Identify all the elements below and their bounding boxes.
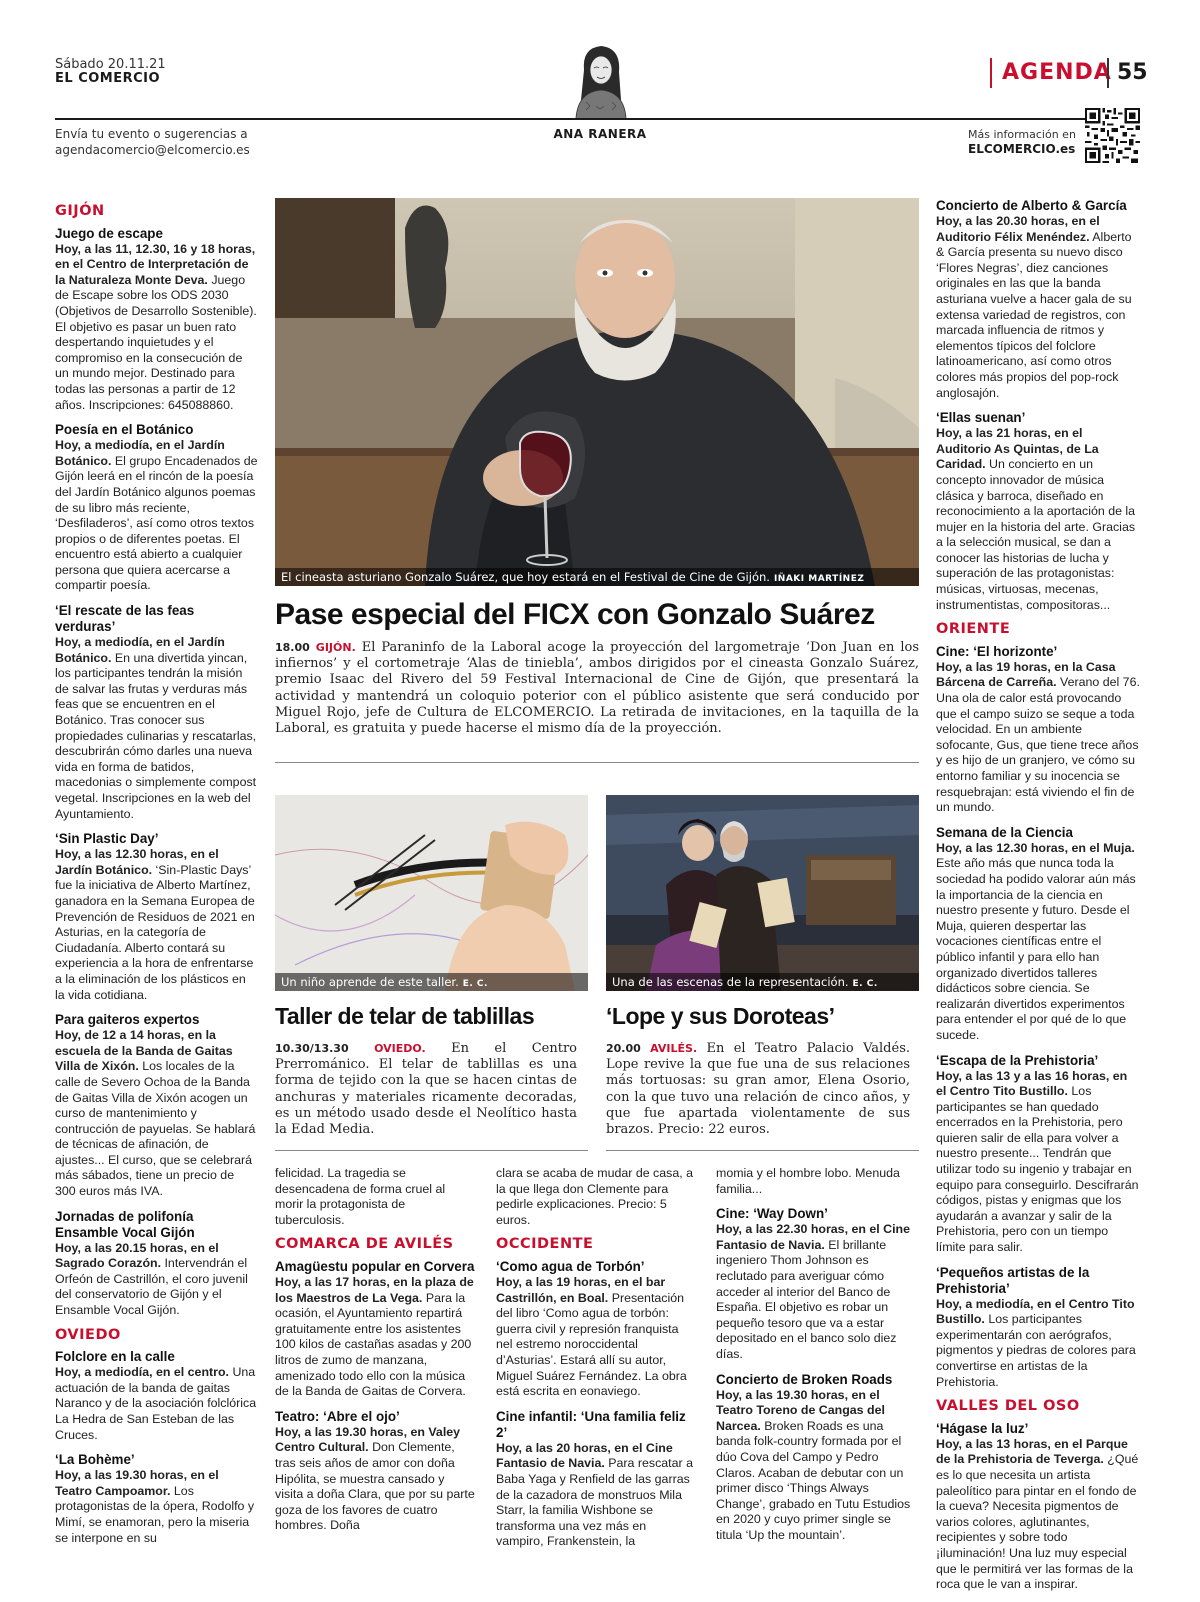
event-title: Amagüestu popular en Corvera (275, 1258, 475, 1274)
feature-text: El Paraninfo de la Laboral acoge la proyección del largometraje ‘Don Juan en los infiernos’ y el cortometraje ‘Alas de tiniebla’, ambos dirigidos por el cineasta Gonzalo Suárez, premio Isaac del Rivero del 59 Festival Internacional de Cine de Gijón, que presentará la actividad y mantendrá un coloquio poterior con el público asistente que será conducido por Miguel Rojo, jefe de Cultura de ELCOMERCIO. La retirada de invitaciones, en la taquilla de la Laboral, es gratuita y puede hacerse el mismo día de la proyección. (275, 640, 919, 737)
photo-credit: IÑAKI MARTÍNEZ (773, 574, 865, 584)
event-title: Teatro: ‘Abre el ojo’ (275, 1408, 400, 1424)
event-el-horizonte (936, 644, 1140, 816)
submission-text: Envía tu evento o sugerencias a (55, 127, 248, 141)
event-when: Hoy, de 12 a 14 horas, en la escuela de la Banda de Gaitas Villa de Xixón. (55, 1028, 233, 1074)
newspaper-name: EL COMERCIO (55, 71, 161, 86)
event-agua-torbon (496, 1259, 696, 1400)
feature-headline: Pase especial del FICX con Gonzalo Suárez (275, 598, 875, 631)
caption-text: El cineasta asturiano Gonzalo Suárez, que hoy estará en el Festival de Cine de Gijón. (281, 570, 770, 584)
event-title: Jornadas de polifonía Ensamble Vocal Gijón (55, 1208, 195, 1240)
event-text: Don Clemente, tras seis años de amor con doña Hipólita, se muestra cansado y visita a doña Clara, que por su parte goza de los favores de cuatro hombres. Doña (275, 1440, 475, 1533)
event-hagase-la-luz (936, 1421, 1140, 1593)
telar-caption (275, 973, 588, 991)
event-when: Hoy, a las 19.30 horas, en Valey Centro Cultural. (275, 1424, 461, 1455)
event-place: GIJÓN. (315, 641, 356, 654)
story-text: En el Teatro Palacio Valdés. Lope revive la que fue una de sus relaciones más tortuosas: su gran amor, Elena Osorio, con la que tuvo una relación de cinco años, y que fue apartada violentamente de sus brazos. Precio: 22 euros. (606, 1041, 911, 1138)
event-text: Juego de Escape sobre los ODS 2030 (Objetivos de Desarrollo Sostenible). El objetivo es pasar un buen rato despertando inquietudes y el compromiso en la consecución de un mundo mejor. Destinado para todas las personas a partir de 12 años. Inscripciones: 645088860. (55, 272, 257, 412)
event-place: OVIEDO. (374, 1042, 426, 1055)
agenda-column-3 (496, 1166, 696, 1559)
event-when: Hoy, a mediodía, en el Centro Tito Bustillo. (936, 1296, 1135, 1327)
section-divider (606, 1150, 919, 1151)
event-text: El grupo Encadenados de Gijón leerá en el rincón de la poesía del Jardín Botánico algunos poemas de su libro más reciente, ‘Desfiladeros’, así como otros textos propios o de diferentes poetas. El encuentro está abierto a cualquier persona que quiera acercarse a compartir poesía. (55, 453, 258, 593)
lope-caption (606, 973, 919, 991)
telar-headline: Taller de telar de tablillas (275, 1003, 535, 1029)
event-text: Una actuación de la banda de gaitas Naranco y de la asociación folclórica La Hedra de San Esteban de las Cruces. (55, 1365, 257, 1442)
event-title: Concierto de Broken Roads (716, 1371, 893, 1387)
event-text: Los participantes experimentarán con aerógrafos, pigmentos y piedras de colores para convertirse en artistas de la Prehistoria. (936, 1312, 1136, 1389)
caption-text: Un niño aprende de este taller. (281, 975, 459, 989)
event-text: ¿Qué es lo que necesita un artista paleolítico para pintar en el fondo de la cueva? Necesita pigmentos de varios colores, aglutinantes, recipientes y sobre todo ¡iluminación! Una luz muy especial que le permitirá ver las formas de la roca que le van a inspirar. (936, 1452, 1139, 1592)
event-text: Los locales de la calle de Severo Ochoa de la Banda de Gaitas Villa de Xixón acogen un curso de mantenimiento y contrucción de payuelas. Se hablará de técnicas de afinación, de ajustes... El curso, que se celebrará más sábados, tiene un precio de 300 euros más IVA. (55, 1059, 256, 1199)
section-divider (275, 1150, 588, 1151)
lope-headline: ‘Lope y sus Doroteas’ (606, 1003, 835, 1029)
header-rule (55, 118, 1140, 120)
event-when: Hoy, a las 20.15 horas, en el Sagrado Corazón. (55, 1240, 219, 1271)
agenda-column-1 (55, 200, 258, 1555)
agenda-column-4 (716, 1166, 919, 1552)
event-when: Hoy, a las 21 horas, en el Auditorio As Quintas, de La Caridad. (936, 426, 1099, 472)
event-folclore (55, 1349, 258, 1443)
event-when: Hoy, a mediodía, en el Jardín Botánico. (55, 438, 225, 468)
more-info-text: Más información en (968, 128, 1076, 141)
event-gaiteros (55, 1012, 258, 1200)
event-abre-el-ojo (275, 1409, 475, 1534)
website-link[interactable]: ELCOMERCIO.es (968, 142, 1076, 156)
event-familia-feliz (496, 1409, 696, 1550)
event-escapa-prehistoria (936, 1053, 1140, 1256)
event-polifonia (55, 1209, 258, 1319)
event-continued: felicidad. La tragedia se desencadena de forma cruel al morir la protagonista de tuberculosis. (275, 1166, 446, 1227)
theatre-image (606, 795, 919, 991)
event-alberto-garcia (936, 198, 1140, 401)
event-place: AVILÉS. (650, 1042, 698, 1055)
telar-body (275, 1041, 577, 1138)
caption-text: Una de las escenas de la representación. (612, 975, 849, 989)
event-title: ‘Pequeños artistas de la Prehistoria’ (936, 1264, 1090, 1296)
event-title: Folclore en la calle (55, 1349, 175, 1365)
event-text: Intervendrán el Orfeón de Castrillón, el coro juvenil del conservatorio de Gijón y el Ensamble Vocal Gijón. (55, 1256, 248, 1318)
event-la-boheme (55, 1452, 258, 1546)
event-way-down (716, 1206, 919, 1362)
event-when: Hoy, a las 20 horas, en el Cine Fantasio de Navia. (496, 1440, 673, 1471)
photo-credit: E. C. (462, 979, 488, 989)
event-text: ‘Sin-Plastic Days’ fue la iniciativa de Alberto Martínez, ganadora en la Semana Europea de Prevención de Residuos de 2021 en Asturias, en la categoría de Ciudadanía. Alberto contará su experiencia a la hora de enfrentarse a la eliminación de los plásticos en la vida cotidiana. (55, 862, 255, 1002)
page-number: 55 (1107, 58, 1148, 88)
event-when: Hoy, a las 13 horas, en el Parque de la Prehistoria de Teverga. (936, 1436, 1128, 1467)
event-title: ‘Hágase la luz’ (936, 1420, 1029, 1436)
event-time: 18.00 (275, 641, 310, 654)
event-when: Hoy, a las 13 y a las 16 horas, en el Centro Tito Bustillo. (936, 1068, 1128, 1099)
event-title: ‘El rescate de las feas verduras’ (55, 603, 195, 635)
event-rescate-verduras (55, 603, 258, 822)
event-when: Hoy, a las 11, 12.30, 16 y 18 horas, en el Centro de Interpretación de la Naturaleza Monte Deva. (55, 241, 256, 287)
event-title: Cine: ‘El horizonte’ (936, 643, 1058, 659)
event-pequenos-artistas (936, 1265, 1140, 1391)
lope-photo (606, 795, 919, 991)
agenda-column-2 (275, 1166, 475, 1543)
author-portrait (566, 40, 636, 118)
event-ellas-suenan (936, 410, 1140, 613)
event-text: Alberto & García presenta su nuevo disco ‘Flores Negras’, diez canciones originales en las que la banda asturiana vuelve a hacer gala de su extensa variedad de registros, con marcada influencia de ritmos y elementos típicos del folclore latinoamericano, así como otros colores más propios del pop-rock anglosajón. (936, 229, 1132, 400)
event-title: Cine infantil: ‘Una familia feliz 2’ (496, 1408, 686, 1440)
event-text: Los protagonistas de la ópera, Rodolfo y Mimí, se enamoran, pero la miseria se interpone en su (55, 1483, 255, 1545)
event-when: Hoy, a las 12.30 horas, en el Jardín Botánico. (55, 847, 219, 877)
event-text: Broken Roads es una banda folk-country formada por el dúo Cova del Campo y Pedro Claros. Acaban de debutar con un primer disco ‘Things Always Change’, grabado en Tutu Estudios en 2020 y cuyo primer single se titula ‘Up the mountain’. (716, 1418, 911, 1542)
telar-photo (275, 795, 588, 991)
section-oriente: ORIENTE (936, 621, 1011, 638)
event-when: Hoy, a las 12.30 horas, en el Muja. (936, 840, 1135, 855)
event-when: Hoy, a las 22.30 horas, en el Cine Fantasio de Navia. (716, 1222, 910, 1252)
feature-body (275, 640, 919, 737)
event-when: Hoy, a las 19.30 horas, en el Teatro Campoamor. (55, 1468, 219, 1498)
event-text: Este año más que nunca toda la sociedad ha podido valorar aún más la importancia de la ciencia en nuestro presente y futuro. Desde el Muja, quieren despertar las vocaciones científicas entre el público infantil y para ello han organizado divertidos talleres didácticos sobre ciencia. Se realizarán divertidos experimentos para entender el por qué de lo que sucede. (936, 856, 1136, 1042)
feature-photo (275, 198, 919, 586)
event-poesia-botanico (55, 422, 258, 594)
section-gijon: GIJÓN (55, 203, 105, 219)
event-continued: clara se acaba de mudar de casa, a la que llega don Clemente para pedirle explicaciones. Precio: 5 euros. (496, 1166, 693, 1227)
event-title: Juego de escape (55, 225, 163, 241)
section-oviedo: OVIEDO (55, 1326, 121, 1343)
section-comarca-aviles: COMARCA DE AVILÉS (275, 1236, 454, 1253)
event-text: Un concierto en un concepto innovador de música clásica y barroca, diseñado en reconocimiento a la aportación de la mujer en la historia del arte. Gracias a la selección musical, se dan a conocer las historias de lucha y superación de las protagonistas: músicas, virtuosas, mecenas, instrumentistas, compositoras... (936, 457, 1136, 612)
event-text: Para rescatar a Baba Yaga y Renfield de las garras de la cazadora de monstruos Mila Starr, la familia Wishbone se transforma una vez más en vampiro, Frankenstein, la (496, 1456, 693, 1549)
event-amaguestu (275, 1259, 475, 1400)
event-when: Hoy, a mediodía, en el Jardín Botánico. (55, 635, 225, 665)
issue-date: Sábado 20.11.21 (55, 57, 166, 72)
event-text: Presentación del libro ‘Como agua de torbón: guerra civil y represión franquista nel estremo noroccidental d’Asturias’. Estará allí su autor, Miguel Suárez Fernández. La obra está escrita en eonaviego. (496, 1290, 687, 1399)
qr-code-icon[interactable] (1085, 108, 1140, 163)
gonzalo-suarez-photo (275, 198, 919, 586)
event-title: ‘Sin Plastic Day’ (55, 831, 159, 847)
feature-caption (275, 568, 919, 586)
event-title: Semana de la Ciencia (936, 824, 1073, 840)
event-when: Hoy, a las 19.30 horas, en el Teatro Toreno de Cangas del Narcea. (716, 1387, 885, 1433)
event-when: Hoy, a las 19 horas, en la Casa Bárcena de Carreña. (936, 659, 1116, 690)
event-title: Concierto de Alberto & García (936, 198, 1127, 213)
event-time: 10.30/13.30 (275, 1042, 349, 1055)
event-broken-roads (716, 1372, 919, 1544)
section-occidente: OCCIDENTE (496, 1236, 594, 1253)
event-sin-plastic-day (55, 831, 258, 1003)
event-title: ‘Como agua de Torbón’ (496, 1258, 645, 1274)
event-text: En una divertida yincan, los participantes tendrán la misión de salvar las frutas y verduras más feas que se encuentren en el Botánico. Tras conocer sus propiedades culinarias y rescatarlas, descubrirán cómo darles una nueva vida en forma de batidos, macedonias o simplemente compost vegetal. Inscripciones en la web del Ayuntamiento. (55, 650, 257, 821)
weaving-image (275, 795, 588, 991)
event-juego-de-escape (55, 226, 258, 414)
section-divider (275, 762, 919, 763)
event-title: ‘Escapa de la Prehistoria’ (936, 1052, 1099, 1068)
event-when: Hoy, a las 17 horas, en la plaza de los Maestros de La Vega. (275, 1274, 474, 1305)
event-title: Para gaiteros expertos (55, 1012, 200, 1028)
lope-body (606, 1041, 910, 1138)
section-valles-del-oso: VALLES DEL OSO (936, 1398, 1080, 1415)
event-when: Hoy, a las 19 horas, en el bar Castrillón, en Boal. (496, 1274, 666, 1305)
story-text: En el Centro Prerrománico. El telar de tablillas es una forma de tejido con la que se hacen cintas de anchuras y materiales ricamente decoradas, es un método usado desde el Neolítico hasta la Edad Media. (275, 1041, 577, 1138)
section-name: AGENDA (990, 58, 1112, 88)
event-when: Hoy, a mediodía, en el centro. (55, 1365, 229, 1380)
event-title: ‘La Bohème’ (55, 1452, 135, 1468)
event-when: Hoy, a las 20.30 horas, en el Auditorio Félix Menéndez. (936, 214, 1100, 244)
event-text: El brillante ingeniero Thom Johnson es reclutado para averiguar cómo acceder al interior del Banco de España. El objetivo es robar un pequeño tesoro que va a estar depositado en el banco solo diez días. (716, 1237, 897, 1361)
event-text: Verano del 76. Una ola de calor está provocando que el campo suizo se seque a toda velocidad. En un ambiente sofocante, Gus, que tiene trece años y es hijo de un granjero, ve cómo su entorno familiar y su inocencia se resquebrajan: está viviendo el fin de un mundo. (936, 675, 1140, 815)
event-text: Los participantes se han quedado encerrados en la Prehistoria, pero quieren salir de ella para volver a nuestro presente... Tendrán que utilizar todo su ingenio y trabajar en equipo para conseguirlo. Descifrarán códigos, pistas y enigmas que los ayudarán a avanzar y salir de la Prehistoria, pero con un tiempo límite para salir. (936, 1084, 1139, 1255)
photo-credit: E. C. (852, 979, 878, 989)
agenda-column-5 (936, 198, 1140, 1602)
submission-email[interactable]: agendacomercio@elcomercio.es (55, 143, 250, 157)
event-title: ‘Ellas suenan’ (936, 410, 1026, 426)
event-title: Cine: ‘Way Down’ (716, 1206, 828, 1222)
author-name: ANA RANERA (553, 127, 647, 141)
event-semana-ciencia (936, 825, 1140, 1044)
event-text: Para la ocasión, el Ayuntamiento repartirá gratuitamente entre los asistentes 100 kilos de castañas asadas y 200 litros de zumo de manzana, amenizado todo ello con la música de la Banda de Gaitas de Corvera. (275, 1290, 472, 1399)
event-title: Poesía en el Botánico (55, 422, 194, 438)
event-time: 20.00 (606, 1042, 641, 1055)
event-continued: momia y el hombre lobo. Menuda familia... (716, 1166, 900, 1196)
more-info (968, 127, 1076, 157)
